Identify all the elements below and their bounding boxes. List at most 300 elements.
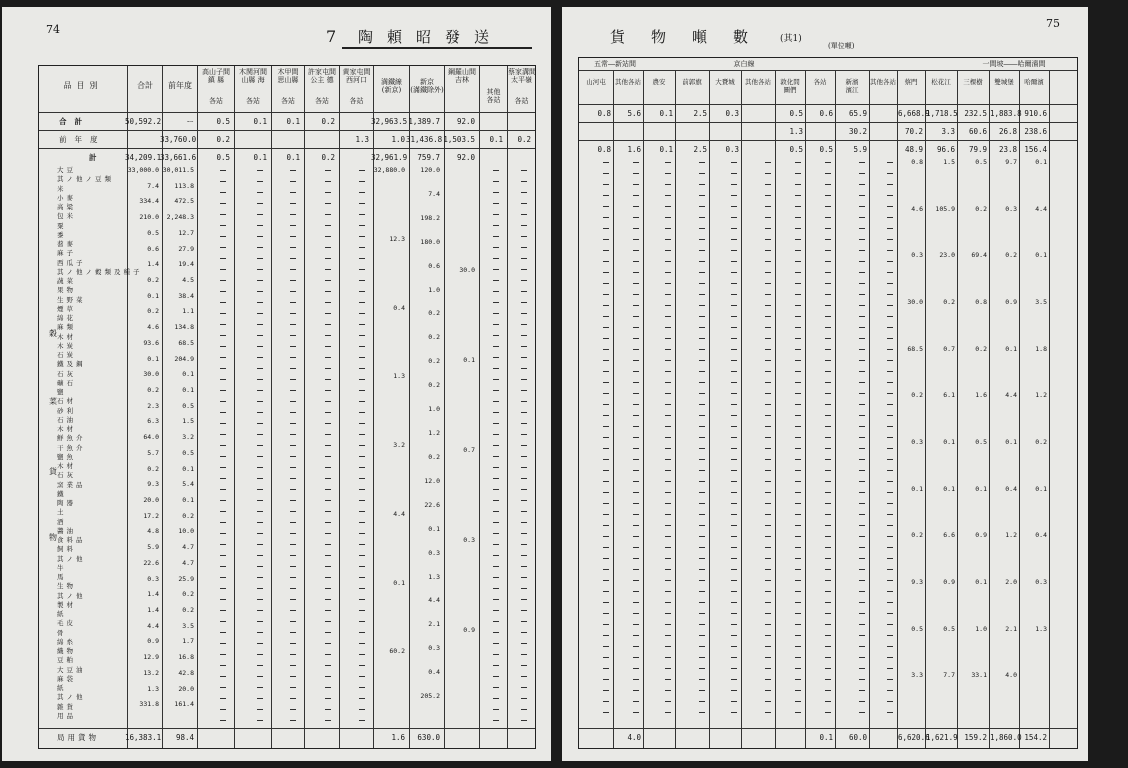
- subheader: 各站: [209, 97, 223, 105]
- table-cell: 1.5: [943, 158, 955, 166]
- summary-cell: 2.5: [693, 109, 707, 118]
- table-cell: 9.3: [147, 480, 159, 489]
- item-label: 製材: [57, 600, 76, 609]
- table-cell: 0.5: [975, 438, 987, 446]
- item-label: 骨: [57, 628, 67, 637]
- table-cell: 1.6: [975, 391, 987, 400]
- table-cell: 3.2: [393, 441, 405, 449]
- row-rule: [579, 122, 1077, 123]
- table-cell: 30.0: [907, 298, 923, 306]
- table-cell: 0.1: [943, 484, 955, 493]
- table-cell: 10.0: [178, 527, 194, 536]
- table-cell: 0.4: [428, 668, 440, 677]
- footer-cell: 1.6: [391, 733, 405, 742]
- table-cell: 0.2: [1035, 438, 1047, 446]
- table-cell: 1.1: [182, 307, 194, 316]
- summary-cell: 0.5: [789, 145, 803, 154]
- header-rule: [39, 112, 535, 113]
- col-divider: [989, 70, 990, 748]
- table-cell: 0.2: [943, 298, 955, 306]
- table-cell: 4.7: [182, 543, 194, 552]
- group-header: 一間坡――哈爾濱間: [982, 60, 1046, 68]
- table-cell: 64.0: [143, 433, 159, 442]
- footer-cell: 16,383.1: [125, 733, 162, 742]
- page-number-left: 74: [46, 23, 60, 36]
- table-cell: 2.1: [428, 620, 440, 629]
- col-divider: [339, 66, 340, 748]
- title-underline: [342, 47, 532, 49]
- summary-cell: 23.8: [998, 145, 1017, 154]
- table-cell: 2.3: [147, 401, 159, 410]
- table-cell: 2.0: [1005, 578, 1017, 586]
- table-cell: 7.4: [147, 181, 159, 190]
- row-rule: [39, 148, 535, 149]
- item-label: 紙: [57, 684, 67, 692]
- table-cell: 6.1: [943, 391, 955, 400]
- table-cell: 9.3: [911, 578, 923, 586]
- dash-column: [795, 156, 801, 721]
- table-cell: 0.7: [943, 344, 955, 353]
- item-label: 鐵及鋼: [57, 360, 86, 369]
- table-cell: 13.2: [143, 668, 159, 677]
- col-divider: [957, 70, 958, 748]
- summary-cell: 156.4: [1024, 145, 1047, 154]
- summary-cell: 1,718.5: [926, 109, 958, 118]
- item-label: 醬油: [57, 526, 76, 535]
- table-cell: 0.1: [182, 370, 194, 379]
- table-cell: 472.5: [174, 197, 194, 206]
- table-cell: 7.4: [428, 189, 440, 198]
- table-cell: 1.2: [428, 429, 440, 438]
- table-cell: 0.3: [911, 438, 923, 446]
- header-kirin: 鋼羅山間 吉林: [448, 68, 476, 84]
- table-cell: 0.6: [147, 244, 159, 253]
- item-label: 石灰: [57, 369, 76, 378]
- table-cell: 20.0: [143, 496, 159, 504]
- summary-cell: 3.3: [941, 127, 955, 136]
- summary-cell: 96.6: [936, 145, 955, 154]
- item-label: 木材: [57, 425, 76, 433]
- table-cell: 0.5: [911, 624, 923, 633]
- table-cell: 1.4: [147, 260, 159, 269]
- col-divider: [444, 66, 445, 748]
- table-subtitle: (其1): [780, 34, 802, 44]
- subheader: 各站: [281, 97, 295, 105]
- table-cell: 0.2: [1005, 251, 1017, 260]
- table-cell: 4.7: [182, 558, 194, 567]
- summary-cell: 32,963.5: [371, 117, 408, 126]
- summary-cell: 30.2: [848, 127, 867, 136]
- item-label: 紙: [57, 610, 67, 618]
- table-cell: 9.7: [1005, 158, 1017, 166]
- category-label: 菜: [49, 397, 57, 406]
- col-divider: [805, 70, 806, 748]
- summary-cell: 0.1: [253, 153, 267, 162]
- col-divider: [1019, 70, 1020, 748]
- table-cell: 17.2: [143, 511, 159, 520]
- table-cell: 22.6: [424, 500, 440, 509]
- item-label: 砂利: [57, 406, 76, 415]
- header-col12: 蔡家溝間 太平嶺: [508, 68, 536, 84]
- table-cell: 5.9: [147, 543, 159, 552]
- table-cell: 0.5: [943, 624, 955, 633]
- table-cell: 4.4: [1035, 204, 1047, 213]
- column-header: 大賚城: [715, 78, 735, 86]
- table-cell: 38.4: [178, 291, 194, 300]
- table-cell: 30.0: [459, 266, 475, 274]
- col-divider: [643, 70, 644, 748]
- table-cell: 0.2: [182, 590, 194, 599]
- table-cell: 1.0: [428, 405, 440, 414]
- header-mantetsu: 満鐵線 (新京): [381, 78, 402, 94]
- item-label: 礦石: [57, 378, 76, 387]
- table-cell: 42.8: [178, 668, 194, 677]
- summary-cell: 232.5: [964, 109, 987, 118]
- summary-cell: 238.6: [1024, 127, 1047, 136]
- summary-cell: 0.1: [659, 145, 673, 154]
- table-cell: 4.4: [393, 509, 405, 518]
- summary-cell: 1,503.5: [443, 135, 475, 144]
- col-divider: [709, 70, 710, 748]
- dash-column: [699, 156, 705, 721]
- item-label: 粟: [57, 221, 67, 230]
- table-cell: 2.1: [1005, 624, 1017, 633]
- footer-cell: 0.1: [819, 733, 833, 742]
- header-other: 其他 各站: [486, 88, 501, 104]
- item-label: 煙草: [57, 304, 76, 313]
- column-header: 蔡門: [904, 78, 918, 86]
- table-cell: 0.9: [975, 531, 987, 540]
- item-label: 干魚介: [57, 443, 86, 452]
- group-rule: [579, 70, 1077, 71]
- item-label: 食料品: [57, 536, 86, 544]
- table-cell: 5.4: [182, 480, 194, 489]
- item-label: 飼料: [57, 545, 76, 554]
- item-label: 牛: [57, 563, 67, 572]
- table-cell: 30.0: [143, 370, 159, 379]
- summary-cell: 0.1: [659, 109, 673, 118]
- table-cell: 0.7: [463, 446, 475, 454]
- table-cell: 0.9: [943, 578, 955, 586]
- header-col4: 木関河間 山縣 海: [239, 68, 267, 84]
- table-cell: 12.7: [178, 228, 194, 237]
- item-label: 西瓜子: [57, 258, 86, 267]
- table-cell: 205.2: [420, 692, 440, 701]
- table-cell: 0.5: [182, 448, 194, 457]
- table-cell: 4.6: [911, 204, 923, 213]
- table-cell: 1.5: [182, 417, 194, 426]
- column-header: 哈爾濱: [1024, 78, 1044, 86]
- table-cell: 3.5: [1035, 298, 1047, 306]
- summary-cell: 1.6: [627, 145, 641, 154]
- table-cell: 0.2: [911, 531, 923, 540]
- table-cell: 0.5: [975, 158, 987, 166]
- item-label: 酒: [57, 517, 67, 526]
- table-cell: 0.6: [428, 261, 440, 270]
- column-header: 農安: [652, 78, 666, 86]
- left-page: [2, 7, 551, 761]
- item-label: 麻類: [57, 323, 76, 332]
- item-label: 木材: [57, 462, 76, 470]
- table-cell: 33,000.0: [127, 166, 159, 174]
- col-divider: [234, 66, 235, 748]
- item-label: 鹽魚: [57, 452, 76, 461]
- summary-cell: 92.0: [456, 153, 475, 162]
- summary-cell: 0.1: [286, 117, 300, 126]
- table-number: 7: [326, 27, 337, 46]
- summary-cell: 1.3: [789, 127, 803, 136]
- footer-cell: 154.2: [1024, 733, 1047, 742]
- summary-cell: 5.9: [853, 145, 867, 154]
- table-cell: 134.8: [174, 323, 194, 332]
- table-cell: 23.0: [939, 251, 955, 260]
- table-cell: 4.6: [147, 323, 159, 332]
- dash-column: [220, 164, 226, 724]
- table-cell: 2,248.3: [166, 213, 194, 222]
- column-header: 雙城堡: [994, 78, 1014, 86]
- header-col7: 黄家屯間 西河口: [342, 68, 371, 84]
- table-cell: 1.4: [147, 590, 159, 599]
- col-divider: [304, 66, 305, 748]
- table-cell: 20.0: [178, 684, 194, 693]
- header-prev-year: 前年度: [168, 81, 192, 90]
- subheader: 各站: [349, 97, 364, 105]
- col-divider: [675, 70, 676, 748]
- header-col5: 木甲間 思山縣: [277, 68, 299, 84]
- header-total: 合計: [137, 81, 153, 90]
- summary-cell: 0.2: [321, 117, 335, 126]
- table-cell: 6.3: [147, 417, 159, 426]
- item-label: 其ノ他ノ穀類及種子: [57, 267, 143, 276]
- summary-cell: 0.3: [725, 109, 739, 118]
- subheader: 各站: [246, 97, 260, 105]
- category-label: 穀: [49, 329, 57, 338]
- table-cell: 4.4: [1005, 391, 1017, 400]
- table-cell: 4.8: [147, 527, 159, 536]
- header-col3: 高山子間 鎮 縣: [202, 68, 230, 84]
- table-cell: 0.2: [428, 309, 440, 318]
- item-label: 陶器: [57, 499, 76, 507]
- dash-column: [731, 156, 737, 721]
- item-label: 石材: [57, 397, 76, 406]
- summary-cell: 0.5: [789, 109, 803, 118]
- table-cell: 0.1: [393, 578, 405, 587]
- item-label: 綿花: [57, 314, 76, 322]
- table-cell: 0.2: [428, 333, 440, 342]
- item-label: 高粱: [57, 203, 76, 211]
- summary-cell: 0.2: [216, 135, 230, 144]
- item-label: 豆粕: [57, 656, 76, 665]
- summary-cell: 0.1: [286, 153, 300, 162]
- column-header: 松花江: [931, 78, 951, 86]
- table-cell: 19.4: [178, 260, 194, 269]
- table-cell: 7.7: [943, 671, 955, 680]
- col-divider: [835, 70, 836, 748]
- table-cell: 0.2: [147, 386, 159, 394]
- table-cell: 0.1: [463, 356, 475, 364]
- table-cell: 0.3: [1035, 578, 1047, 586]
- summary-cell: 759.7: [417, 153, 440, 162]
- dash-column: [325, 164, 331, 724]
- table-cell: 0.1: [428, 524, 440, 533]
- summary-cell: 26.8: [998, 127, 1017, 136]
- column-header: 新濱 濱江: [845, 78, 859, 94]
- category-label: 物: [49, 533, 57, 542]
- table-cell: 6.6: [943, 531, 955, 540]
- category-label: 貨: [49, 467, 57, 476]
- item-label: 麻袋: [57, 674, 76, 683]
- summary-cell: 34,209.1: [125, 153, 162, 162]
- table-cell: 0.1: [147, 354, 159, 363]
- table-cell: 113.8: [174, 181, 194, 190]
- footer-cell: 60.0: [848, 733, 867, 742]
- col-divider: [741, 70, 742, 748]
- item-label: 包米: [57, 212, 76, 221]
- table-cell: 68.5: [178, 338, 194, 347]
- table-cell: 1.0: [428, 285, 440, 294]
- table-cell: 1.3: [147, 684, 159, 693]
- dash-column: [765, 156, 771, 721]
- footer-cell: 159.2: [964, 733, 987, 742]
- table-cell: 0.1: [1035, 251, 1047, 260]
- summary-cell: 0.2: [321, 153, 335, 162]
- dash-column: [887, 156, 893, 721]
- dash-column: [359, 164, 365, 724]
- item-label: 馬: [57, 573, 67, 581]
- table-cell: 0.2: [182, 606, 194, 614]
- item-label: 石灰: [57, 471, 76, 480]
- table-cell: 1.7: [182, 637, 194, 646]
- summary-cell: 65.9: [848, 109, 867, 118]
- dash-column: [521, 164, 527, 724]
- table-cell: 3.2: [182, 433, 194, 442]
- item-label: 麻子: [57, 249, 76, 258]
- table-cell: 0.8: [975, 298, 987, 306]
- table-cell: 0.3: [1005, 204, 1017, 213]
- table-cell: 1.2: [1035, 391, 1047, 400]
- row-label-subtotal: 計: [89, 153, 105, 162]
- dash-column: [859, 156, 865, 721]
- subheader: 各站: [514, 97, 529, 105]
- item-label: 生野菜: [57, 295, 86, 304]
- item-label: 鮮魚介: [57, 434, 86, 443]
- table-cell: 0.3: [428, 644, 440, 653]
- table-cell: 93.6: [143, 338, 159, 347]
- table-cell: 22.6: [143, 558, 159, 567]
- summary-cell: 79.9: [968, 145, 987, 154]
- table-title-right: 貨物噸數: [610, 28, 775, 46]
- summary-cell: 2.5: [693, 145, 707, 154]
- table-cell: 1.2: [1005, 531, 1017, 540]
- table-cell: 0.4: [1005, 484, 1017, 493]
- header-shinkyo: 新京 (滿鐵除外): [410, 78, 444, 94]
- table-cell: 60.2: [389, 647, 405, 656]
- page-number-right: 75: [1046, 17, 1060, 30]
- right-data-table: [578, 57, 1078, 749]
- table-cell: 198.2: [420, 213, 440, 222]
- summary-cell: 70.2: [904, 127, 923, 136]
- table-cell: 0.1: [975, 578, 987, 586]
- table-cell: 3.5: [182, 621, 194, 630]
- table-cell: 0.1: [1035, 158, 1047, 166]
- table-cell: 30,011.5: [162, 166, 194, 174]
- table-cell: 0.1: [182, 386, 194, 394]
- item-label: 米: [57, 184, 67, 193]
- table-cell: 0.2: [147, 307, 159, 316]
- table-cell: 1.8: [1035, 344, 1047, 353]
- summary-cell: 1,389.7: [408, 117, 440, 126]
- table-cell: 1.0: [975, 624, 987, 633]
- table-cell: 0.2: [428, 381, 440, 390]
- summary-cell: 50,592.2: [125, 117, 162, 126]
- table-title-left: 陶頼昭發送: [358, 28, 504, 46]
- table-cell: 0.9: [147, 637, 159, 646]
- col-divider: [479, 66, 480, 748]
- dash-column: [665, 156, 671, 721]
- table-cell: 0.5: [147, 228, 159, 237]
- item-label: 其ノ他: [57, 591, 86, 600]
- column-header: 三棵樹: [963, 78, 983, 86]
- dash-column: [603, 156, 609, 721]
- summary-cell: 32,961.9: [371, 153, 408, 162]
- table-cell: 12.9: [143, 653, 159, 662]
- table-cell: 0.2: [428, 452, 440, 461]
- table-cell: 4.4: [147, 621, 159, 630]
- table-cell: 68.5: [907, 344, 923, 353]
- table-cell: 4.4: [428, 596, 440, 605]
- footer-rule: [39, 728, 535, 729]
- summary-cell: 0.6: [819, 109, 833, 118]
- summary-cell: 0.3: [725, 145, 739, 154]
- item-label: 小麥: [57, 193, 76, 202]
- item-label: 石炭: [57, 351, 76, 359]
- col-divider: [613, 70, 614, 748]
- item-label: 木材: [57, 332, 76, 341]
- table-cell: 33.1: [971, 671, 987, 680]
- summary-cell: 33,661.6: [160, 153, 197, 162]
- column-header: 山河屯: [586, 78, 606, 86]
- table-cell: 12.3: [389, 234, 405, 243]
- item-label: 蕎麥: [57, 240, 76, 248]
- column-header: 敦化間 圖們: [780, 78, 800, 94]
- table-cell: 331.8: [139, 700, 159, 709]
- table-cell: 27.9: [178, 244, 194, 253]
- summary-cell: 1.0: [391, 135, 405, 144]
- table-cell: 0.1: [1005, 344, 1017, 353]
- table-cell: 0.3: [463, 536, 475, 544]
- row-label-total: 合計: [59, 117, 90, 126]
- item-label: 蔬菜: [57, 277, 76, 285]
- footer-rule: [579, 728, 1077, 729]
- item-label: 其ノ他ノ豆類: [57, 175, 114, 184]
- footer-cell: 4.0: [627, 733, 641, 742]
- table-cell: 16.8: [178, 653, 194, 662]
- col-divider: [869, 70, 870, 748]
- col-divider: [271, 66, 272, 748]
- table-cell: 1.3: [1035, 624, 1047, 633]
- summary-cell: 0.8: [597, 109, 611, 118]
- table-cell: 120.0: [420, 166, 440, 174]
- unit-label: (單位噸): [828, 42, 855, 50]
- summary-cell: 60.6: [968, 127, 987, 136]
- table-cell: 210.0: [139, 213, 159, 222]
- table-cell: 0.1: [182, 464, 194, 473]
- footer-cell: 6,620.6: [898, 733, 930, 742]
- table-cell: 334.4: [139, 197, 159, 206]
- item-label: 雜貨: [57, 702, 76, 711]
- column-header: 其他各站: [745, 78, 771, 86]
- item-label: 木炭: [57, 341, 76, 350]
